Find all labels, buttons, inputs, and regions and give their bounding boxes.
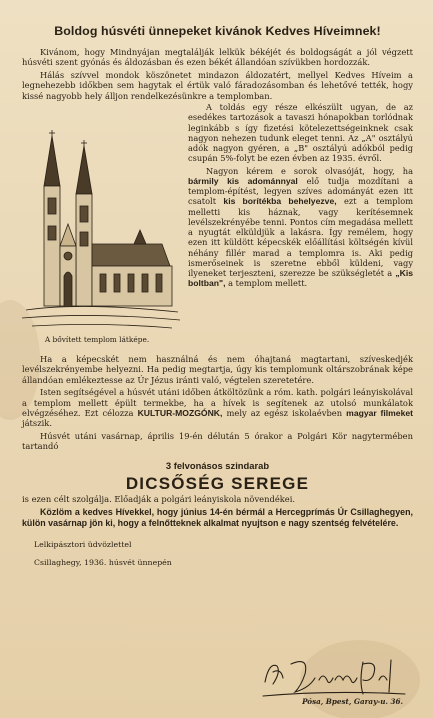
play-subheading: 3 felvonásos szindarab — [165, 459, 270, 471]
paragraph-event: Húsvét utáni vasárnap, április 19-én délután 5 órakor a Polgári Kör nagytermében tartandó — [22, 430, 413, 452]
emphasis-cinema: KULTUR-MOZGÓNK, — [137, 408, 223, 419]
printer-imprint: Pósa, Bpest, Garay-u. 36. — [302, 697, 403, 706]
emphasis-shop: „Kis boltban", — [188, 268, 414, 289]
play-title: DICSŐSÉG SEREGE — [125, 473, 310, 493]
church-drawing-icon — [22, 126, 182, 332]
text-run: elő tudja mozdítani a templom-építést, legyen szíves adományát ezen itt csatolt — [188, 175, 413, 207]
confirmation-notice: Közlöm a kedves Hívekkel, hogy június 14-én bérmál a Hercegprímás Úr Csillaghegyen, külön vasárnap jön ki, hogy a felnőtteknek alkalmat nyujtson e nagy szentség felvételére. — [22, 507, 413, 529]
paragraph-performers: is ezen célt szolgálja. Előadják a polgári leányiskola növendékei. — [22, 493, 296, 504]
paragraph-thanks: Hálás szívvel mondok köszönetet mindazon áldozatért, mellyel Kedves Híveim a legnehezebb időkben sem hagytak el értük való fáradozásomban és lehetővé tették, hogy kissé nagyobb hely álljon rendelkezésünkre a templomban. — [22, 69, 413, 101]
signature — [259, 652, 409, 700]
signature-icon — [259, 652, 409, 700]
leaflet-title: Boldog húsvéti ünnepeket kivánok Kedves Híveimnek! — [54, 24, 381, 38]
text-run: ezt a templom melletti kis háznak, vagy kerítésemnek levélszekrényébe tenni. Pontos cím megadása mellett a nyugtát elküldjük a lakásra. Így remélem, hogy ezen itt küldött képecskék előállítási költségén kívül néhány fillér marad a templomra is. Aki pedig ismerőseinek is szeretne ebből küldeni, vagy ilyeneket terjeszteni, szerezze be szükségletét a — [188, 196, 414, 279]
text-run: Nagyon kérem e sorok olvasóját, hogy, ha — [206, 165, 413, 176]
paragraph-debts: A toldás egy része elkészült ugyan, de az esedékes tartozások a tavaszi hónapokban torlódnak leginkább s így fizetési kötelezettségeinknek csak nagyon nehezen tudunk eleget tenni. Az „A" osztályú adók nagyon gyéren, a „B" osztályú adókból pedig csupán 5%-folyt be ezen évben az 1935. évről. — [188, 102, 413, 164]
emphasis-films: magyar filmeket — [346, 408, 414, 419]
closing-greeting: Lelkipásztori üdvözlettel — [34, 539, 132, 549]
text-run: a templom mellett. — [228, 278, 308, 289]
church-illustration — [22, 126, 182, 344]
emphasis-envelope: kis borítékba behelyezve, — [223, 196, 337, 207]
text-run: játszik. — [22, 418, 52, 429]
text-run: mely az egész iskolaévben — [226, 408, 343, 419]
paragraph-wishes: Kivánom, hogy Mindnyájan megtalálják lelkük békéjét és boldogságát a jól végzett húsvéti szent gyónás és áldozásban és ezen békét állandóan szívükben hordozzák. — [22, 47, 413, 68]
closing-place-date: Csillaghegy, 1936. húsvét ünnepén — [34, 557, 172, 567]
paragraph-school — [22, 387, 413, 429]
figure-and-column — [22, 102, 413, 354]
emphasis-donation: bármily kis adománnyal — [188, 175, 298, 186]
text-run: Isten segítségével a húsvét utáni időben átköltözünk a róm. kath. polgári leányiskolával a templom mellett épült termekbe, ha a hívek is segítenek az utolsó munkálatok elvégzéséhez. Ezt célozza — [22, 387, 413, 419]
right-column — [188, 102, 413, 289]
paragraph-picture: Ha a képecskét nem használná és nem óhajtaná magtartani, szíveskedjék levélszekrényembe helyezni. Ha pedig megtartja, úgy kis templomunk oltárszobrának képe állandóan emlékeztesse az Úr Jézus iránti való, végtelen szeretetére. — [22, 354, 413, 385]
paragraph-donation — [188, 166, 413, 289]
figure-caption: A bővített templom látképe. — [44, 335, 150, 345]
